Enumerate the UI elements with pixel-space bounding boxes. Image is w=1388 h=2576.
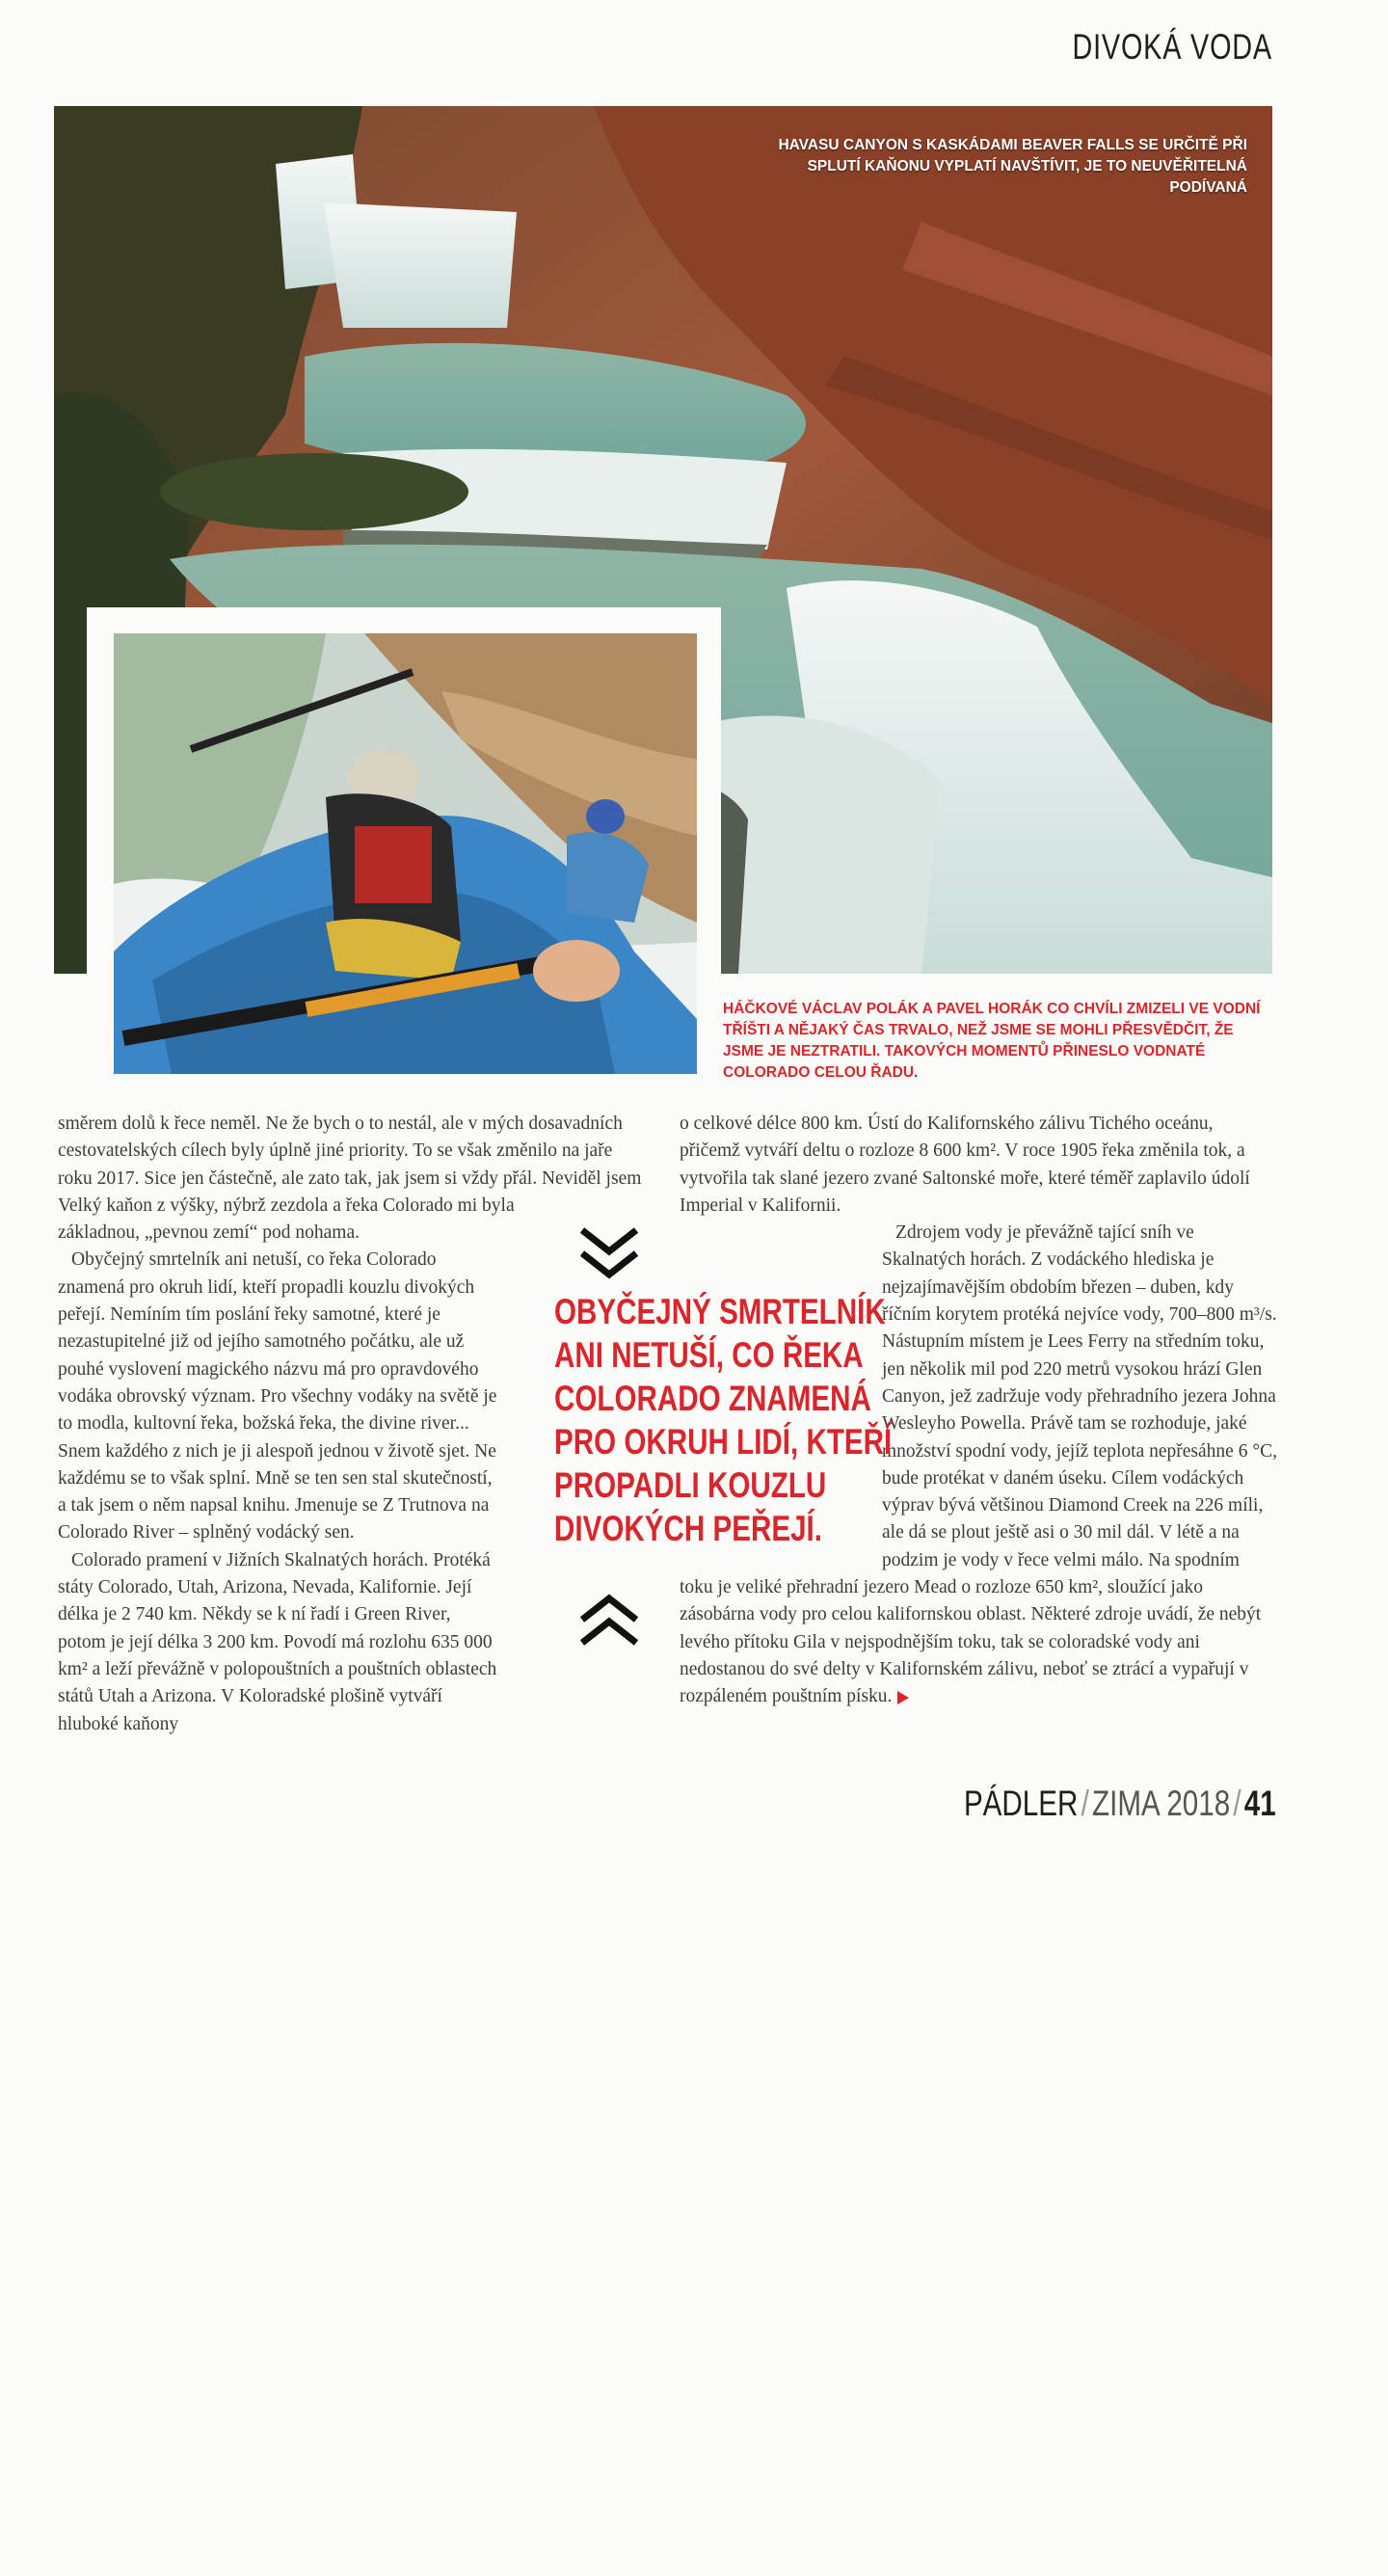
chevron-down-icon: [578, 1226, 640, 1282]
article-paragraph: Colorado pramení v Jižních Skalnatých horách. Protéká státy Colorado, Utah, Arizona, Nevada, Kalifornie. Její délka je 2 740 km. Někdy se k ní řadí i Green River, potom je její délka 3 200 km. Povodí má rozlohu 635 000 km² a leží převážně v polopouštních a pouštních oblastech států Utah a Arizona. V Koloradské plošině vytváří hluboké kaňony: [58, 1549, 497, 1734]
pull-quote-line: PRO OKRUH LIDÍ, KTEŘÍ: [554, 1422, 893, 1462]
chevron-up-icon: [578, 1591, 640, 1647]
inset-photo-caption: HÁČKOVÉ VÁCLAV POLÁK A PAVEL HORÁK CO CHVÍLI ZMIZELI VE VODNÍ TŘÍŠTI A NĚJAKÝ ČAS TRVALO, NEŽ JSME SE MOHLI PŘESVĚDČIT, ŽE JSME JE NEZTRATILI. TAKOVÝCH MOMENTŮ PŘINESLO VODNATÉ COLORADO CELOU ŘADU.: [723, 1001, 1261, 1081]
article-paragraph: Obyčejný smrtelník ani netuší, co řeka Colorado znamená pro okruh lidí, kteří propadli kouzlu divokých peřejí. Nemíním tím poslání řeky samotné, které je nezastupitelné již od jejího samotného počátku, ale už pouhé vyslovení magického názvu má pro opravdového vodáka obrovský význam. Pro všechny vodáky na světě je to modla, kultovní řeka, božská řeka, the divine river... Snem každého z nich je ji alespoň jednou v životě sjet. Ne každému se to však splní. Mně se ten sen stal skutečností, a tak jsem o něm napsal knihu. Jmenuje se Z Trutnova na Colorado River – splněný vodácký sen.: [58, 1249, 497, 1543]
rafting-illustration: [114, 633, 697, 1074]
pull-quote-line: COLORADO ZNAMENÁ: [554, 1379, 871, 1418]
article-paragraph: směrem dolů k řece neměl. Ne že bych o to nestál, ale v mých dosavadních cestovatelských cílech byly úplně jiné priority. To se však změnilo na jaře roku 2017. Sice jen částečně, ale zato tak, jak jsem si vždy přál. Neviděl jsem Velký kaňon z výšky, nýbrž zezdola a řeka Colorado mi byla základnou, „pevnou zemí“ pod nohama.: [58, 1114, 642, 1244]
pull-quote-line: DIVOKÝCH PEŘEJÍ.: [554, 1509, 822, 1548]
pull-quote-line: PROPADLI KOUZLU: [554, 1465, 827, 1505]
issue-label: ZIMA 2018: [1092, 1784, 1231, 1823]
magazine-name: PÁDLER: [964, 1784, 1079, 1823]
article-paragraph-text: Zdrojem vody je převážně tající sníh ve Skalnatých horách. Z vodáckého hlediska je nejzajímavějším obdobím březen – duben, kdy říčním korytem protéká nejvíce vody, 700–800 m³/s. Nástupním místem je Lees Ferry na středním toku, jen několik mil pod 220 metrů vysokou hrází Glen Canyon, jež zadržuje vody přehradního jezera Johna Wesleyho Powella. Právě tam se rozhoduje, jaké množství spodní vody, jejíž teplota nepřesáhne 6 °C, bude protékat v daném úseku. Cílem vodáckých výprav bývá většinou Diamond Creek na 226 míli, ale dá se plout ještě asi o 30 mil dál. V létě a na podzim je vody v řece velmi málo. Na spodním toku je veliké přehradní jezero Mead o rozloze 650 km², sloužící jako zásobárna vody pro celou kalifornskou oblast. Některé zdroje uvádí, že nebýt levého přítoku Gila v nejspodnějším toku, tak se coloradské vody ani nedostanou do své delty v Kalifornském zálivu, neboť se ztrácí a vypařují v rozpáleném pouštním písku.: [680, 1222, 1277, 1707]
main-photo-caption: HAVASU CANYON S KASKÁDAMI BEAVER FALLS SE URČITĚ PŘI SPLUTÍ KAŇONU VYPLATÍ NAVŠTÍVIT, JE TO NEUVĚŘITELNÁ PODÍVANÁ: [778, 137, 1247, 196]
pull-quote-line: OBYČEJNÝ SMRTELNÍK: [554, 1292, 886, 1331]
pull-quote-line: ANI NETUŠÍ, CO ŘEKA: [554, 1335, 864, 1375]
article-paragraph: o celkové délce 800 km. Ústí do Kalifornského zálivu Tichého oceánu, přičemž vytváří deltu o rozloze 8 600 km². V roce 1905 řeka změnila tok, a vytvořila tak slané jezero zvané Saltonské moře, které téměř zaplavilo údolí Imperial v Kalifornii.: [680, 1114, 1250, 1216]
inset-photo: [114, 633, 697, 1074]
section-title: DIVOKÁ VODA: [1072, 27, 1272, 67]
end-of-article-icon: [897, 1691, 909, 1704]
page-number: 41: [1244, 1784, 1276, 1823]
page-footer: [964, 1784, 1276, 1824]
footer-separator: /: [1233, 1784, 1241, 1823]
pull-quote: [554, 1290, 893, 1550]
footer-separator: /: [1081, 1784, 1090, 1823]
